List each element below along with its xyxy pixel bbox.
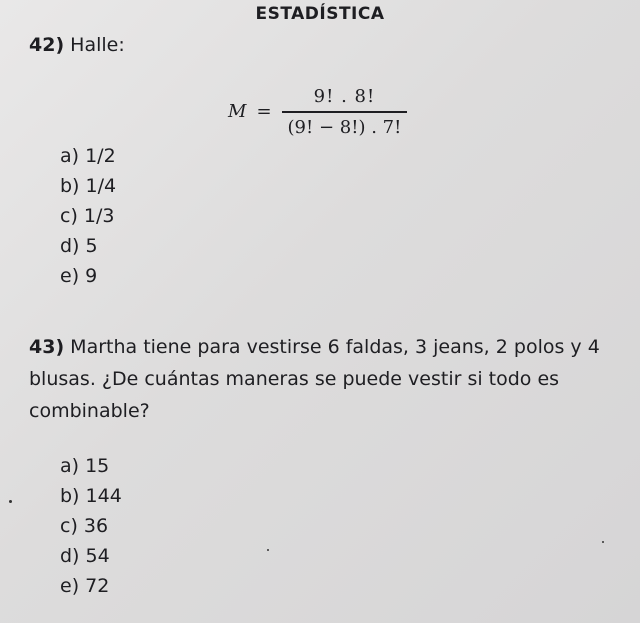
page-title: ESTADÍSTICA — [255, 4, 385, 24]
question-42-options — [60, 141, 116, 291]
formula-lhs: M — [228, 101, 247, 123]
question-43-number: 43) — [29, 336, 65, 358]
question-43-options — [60, 451, 122, 601]
option-43-d: d) 54 — [60, 545, 110, 567]
formula-numerator: 9! . 8! — [313, 86, 376, 107]
paper-speck — [602, 541, 604, 543]
paper-speck — [267, 549, 269, 551]
option-43-b: b) 144 — [60, 485, 122, 507]
option-43-e: e) 72 — [60, 575, 110, 597]
option-42-e: e) 9 — [60, 265, 98, 287]
paper-speck — [9, 500, 12, 503]
formula-equals: = — [256, 101, 272, 123]
formula-denominator: (9! − 8!) . 7! — [287, 116, 402, 138]
question-42-header — [29, 34, 125, 56]
option-43-a: a) 15 — [60, 455, 110, 477]
option-42-b: b) 1/4 — [60, 175, 117, 197]
question-42-prompt: Halle: — [70, 34, 125, 56]
question-43-statement — [29, 331, 619, 427]
formula-fraction — [282, 86, 408, 138]
question-43-text: Martha tiene para vestirse 6 faldas, 3 jeans, 2 polos y 4 blusas. ¿De cuántas maneras se puede vestir si todo es combinable? — [29, 336, 600, 422]
option-42-a: a) 1/2 — [60, 145, 116, 167]
option-43-c: c) 36 — [60, 515, 109, 537]
question-42-formula — [228, 86, 407, 138]
question-42-number: 42) — [29, 34, 65, 56]
option-42-c: c) 1/3 — [60, 205, 115, 227]
option-42-d: d) 5 — [60, 235, 98, 257]
